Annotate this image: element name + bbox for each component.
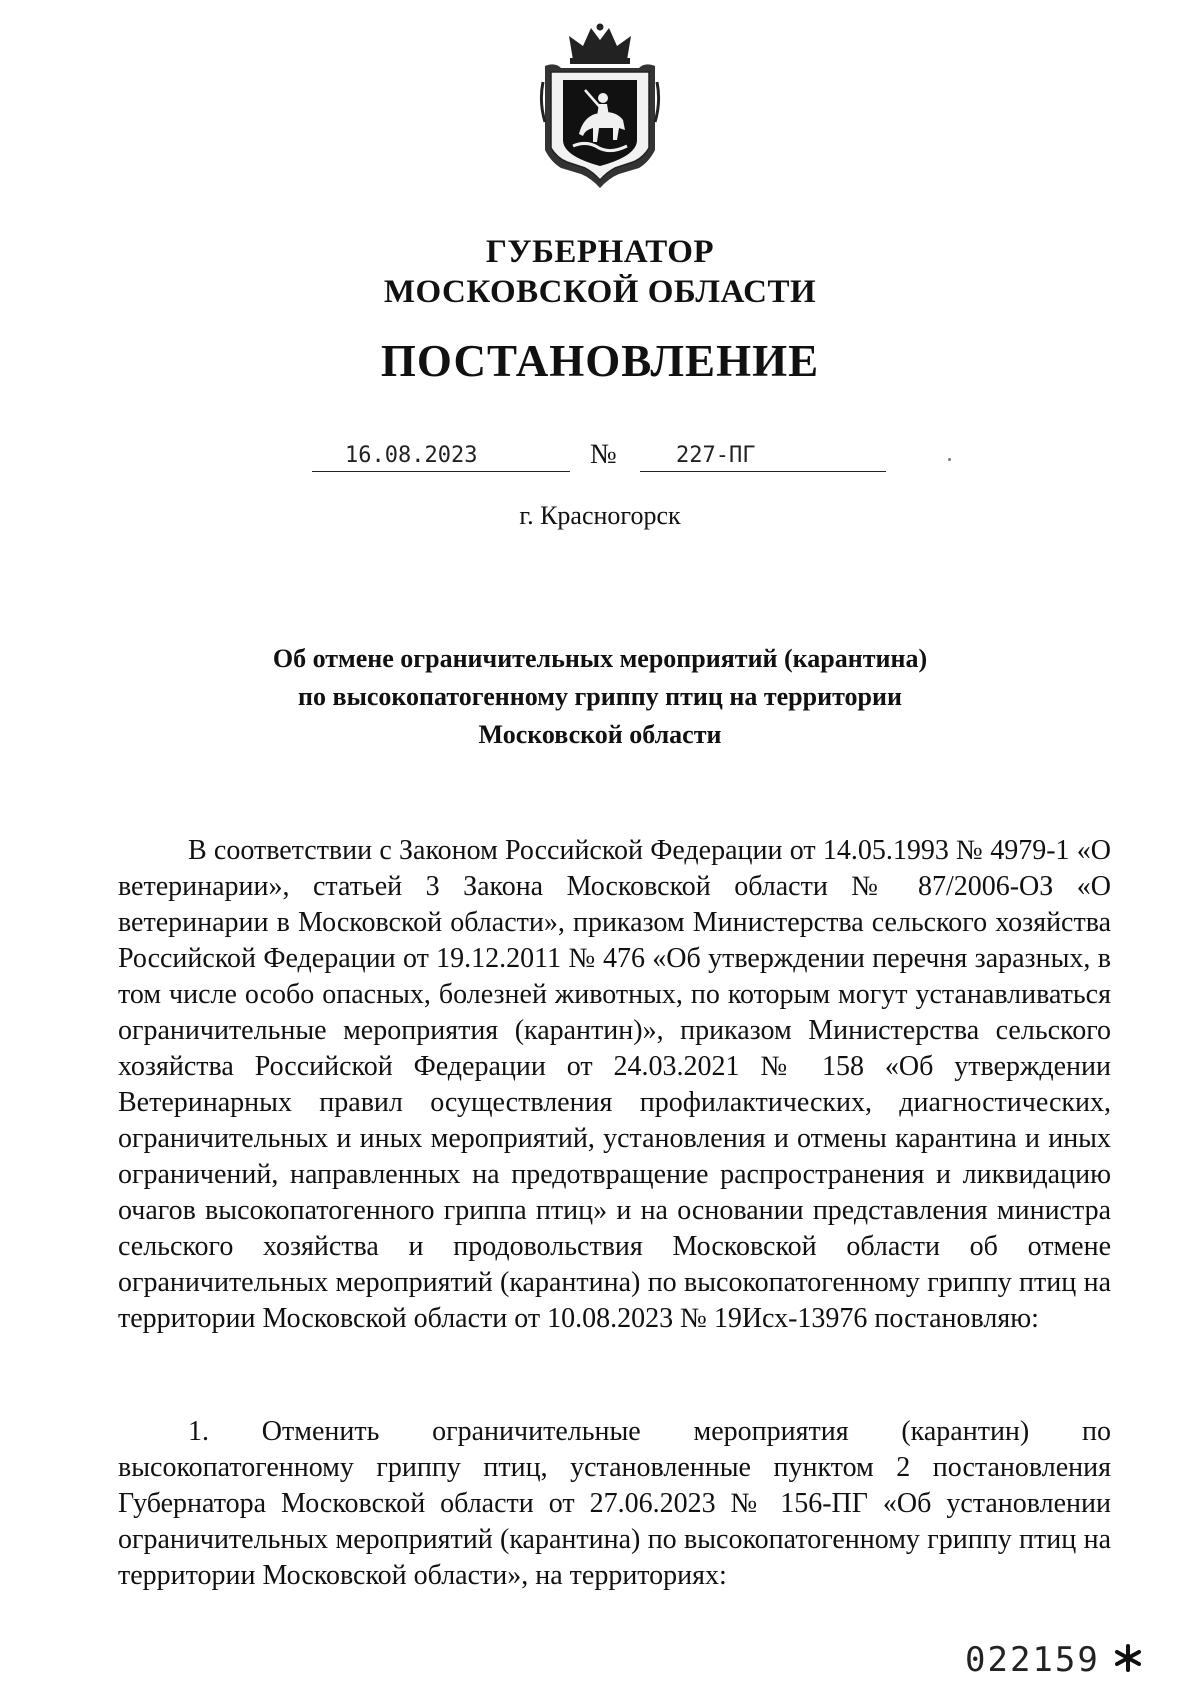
authority-line-1: ГУБЕРНАТОР [485, 234, 715, 270]
title-line-3: Московской области [478, 720, 722, 749]
city: г. Красногорск [519, 501, 681, 530]
authority-line-2: МОСКОВСКОЙ ОБЛАСТИ [383, 274, 817, 310]
preamble-paragraph: В соответствии с Законом Российской Федерации от 14.05.1993 № 4979-1 «О ветеринарии», статьей 3 Закона Московской области № 87/2006-ОЗ «О ветеринарии в Московской области», приказом Министерства сельского хозяйства Российской Федерации от 19.12.2011 № 476 «Об утверждении перечня заразных, в том числе особо опасных, болезней животных, по которым могут устанавливаться ограничительные мероприятия (карантин)», приказом Министерства сельского хозяйства Российской Федерации от 24.03.2021 № 158 «Об утверждении Ветеринарных правил осуществления профилактических, диагностических, ограничительных и иных мероприятий, установления и отмены карантина и иных ограничений, направленных на предотвращение распространения и ликвидацию очагов высокопатогенного гриппа птиц» и на основании представления министра сельского хозяйства и продовольствия Московской области об отмене ограничительных мероприятий (карантина) по высокопатогенному гриппу птиц на территории Московской области от 10.08.2023 № 19Исх-13976 постановляю: [118, 835, 1111, 1334]
number-sign: № [590, 439, 617, 470]
authority-heading [0, 232, 1200, 312]
title-line-1: Об отмене ограничительных мероприятий (карантина) [272, 644, 928, 673]
document-title [140, 640, 1060, 754]
asterisk-icon [1112, 1638, 1144, 1678]
coat-of-arms-icon [539, 22, 661, 192]
scan-speck [948, 458, 951, 461]
serial-number: 022159 [965, 1640, 1100, 1680]
number-underline [640, 471, 886, 472]
date-number-line [0, 440, 1200, 480]
document-date: 16.08.2023 [345, 443, 478, 468]
date-underline [312, 471, 570, 472]
document-number: 227-ПГ [676, 443, 756, 468]
document-type: ПОСТАНОВЛЕНИЕ [380, 336, 820, 386]
item-1-paragraph: 1. Отменить ограничительные мероприятия (карантин) по высокопатогенному гриппу птиц, установленные пунктом 2 постановления Губернатора Московской области от 27.06.2023 № 156-ПГ «Об установлении ограничительных мероприятий (карантина) по высокопатогенному гриппу птиц на территории Московской области», на территориях: [118, 1416, 1111, 1591]
title-line-2: по высокопатогенному гриппу птиц на территории [298, 682, 902, 711]
